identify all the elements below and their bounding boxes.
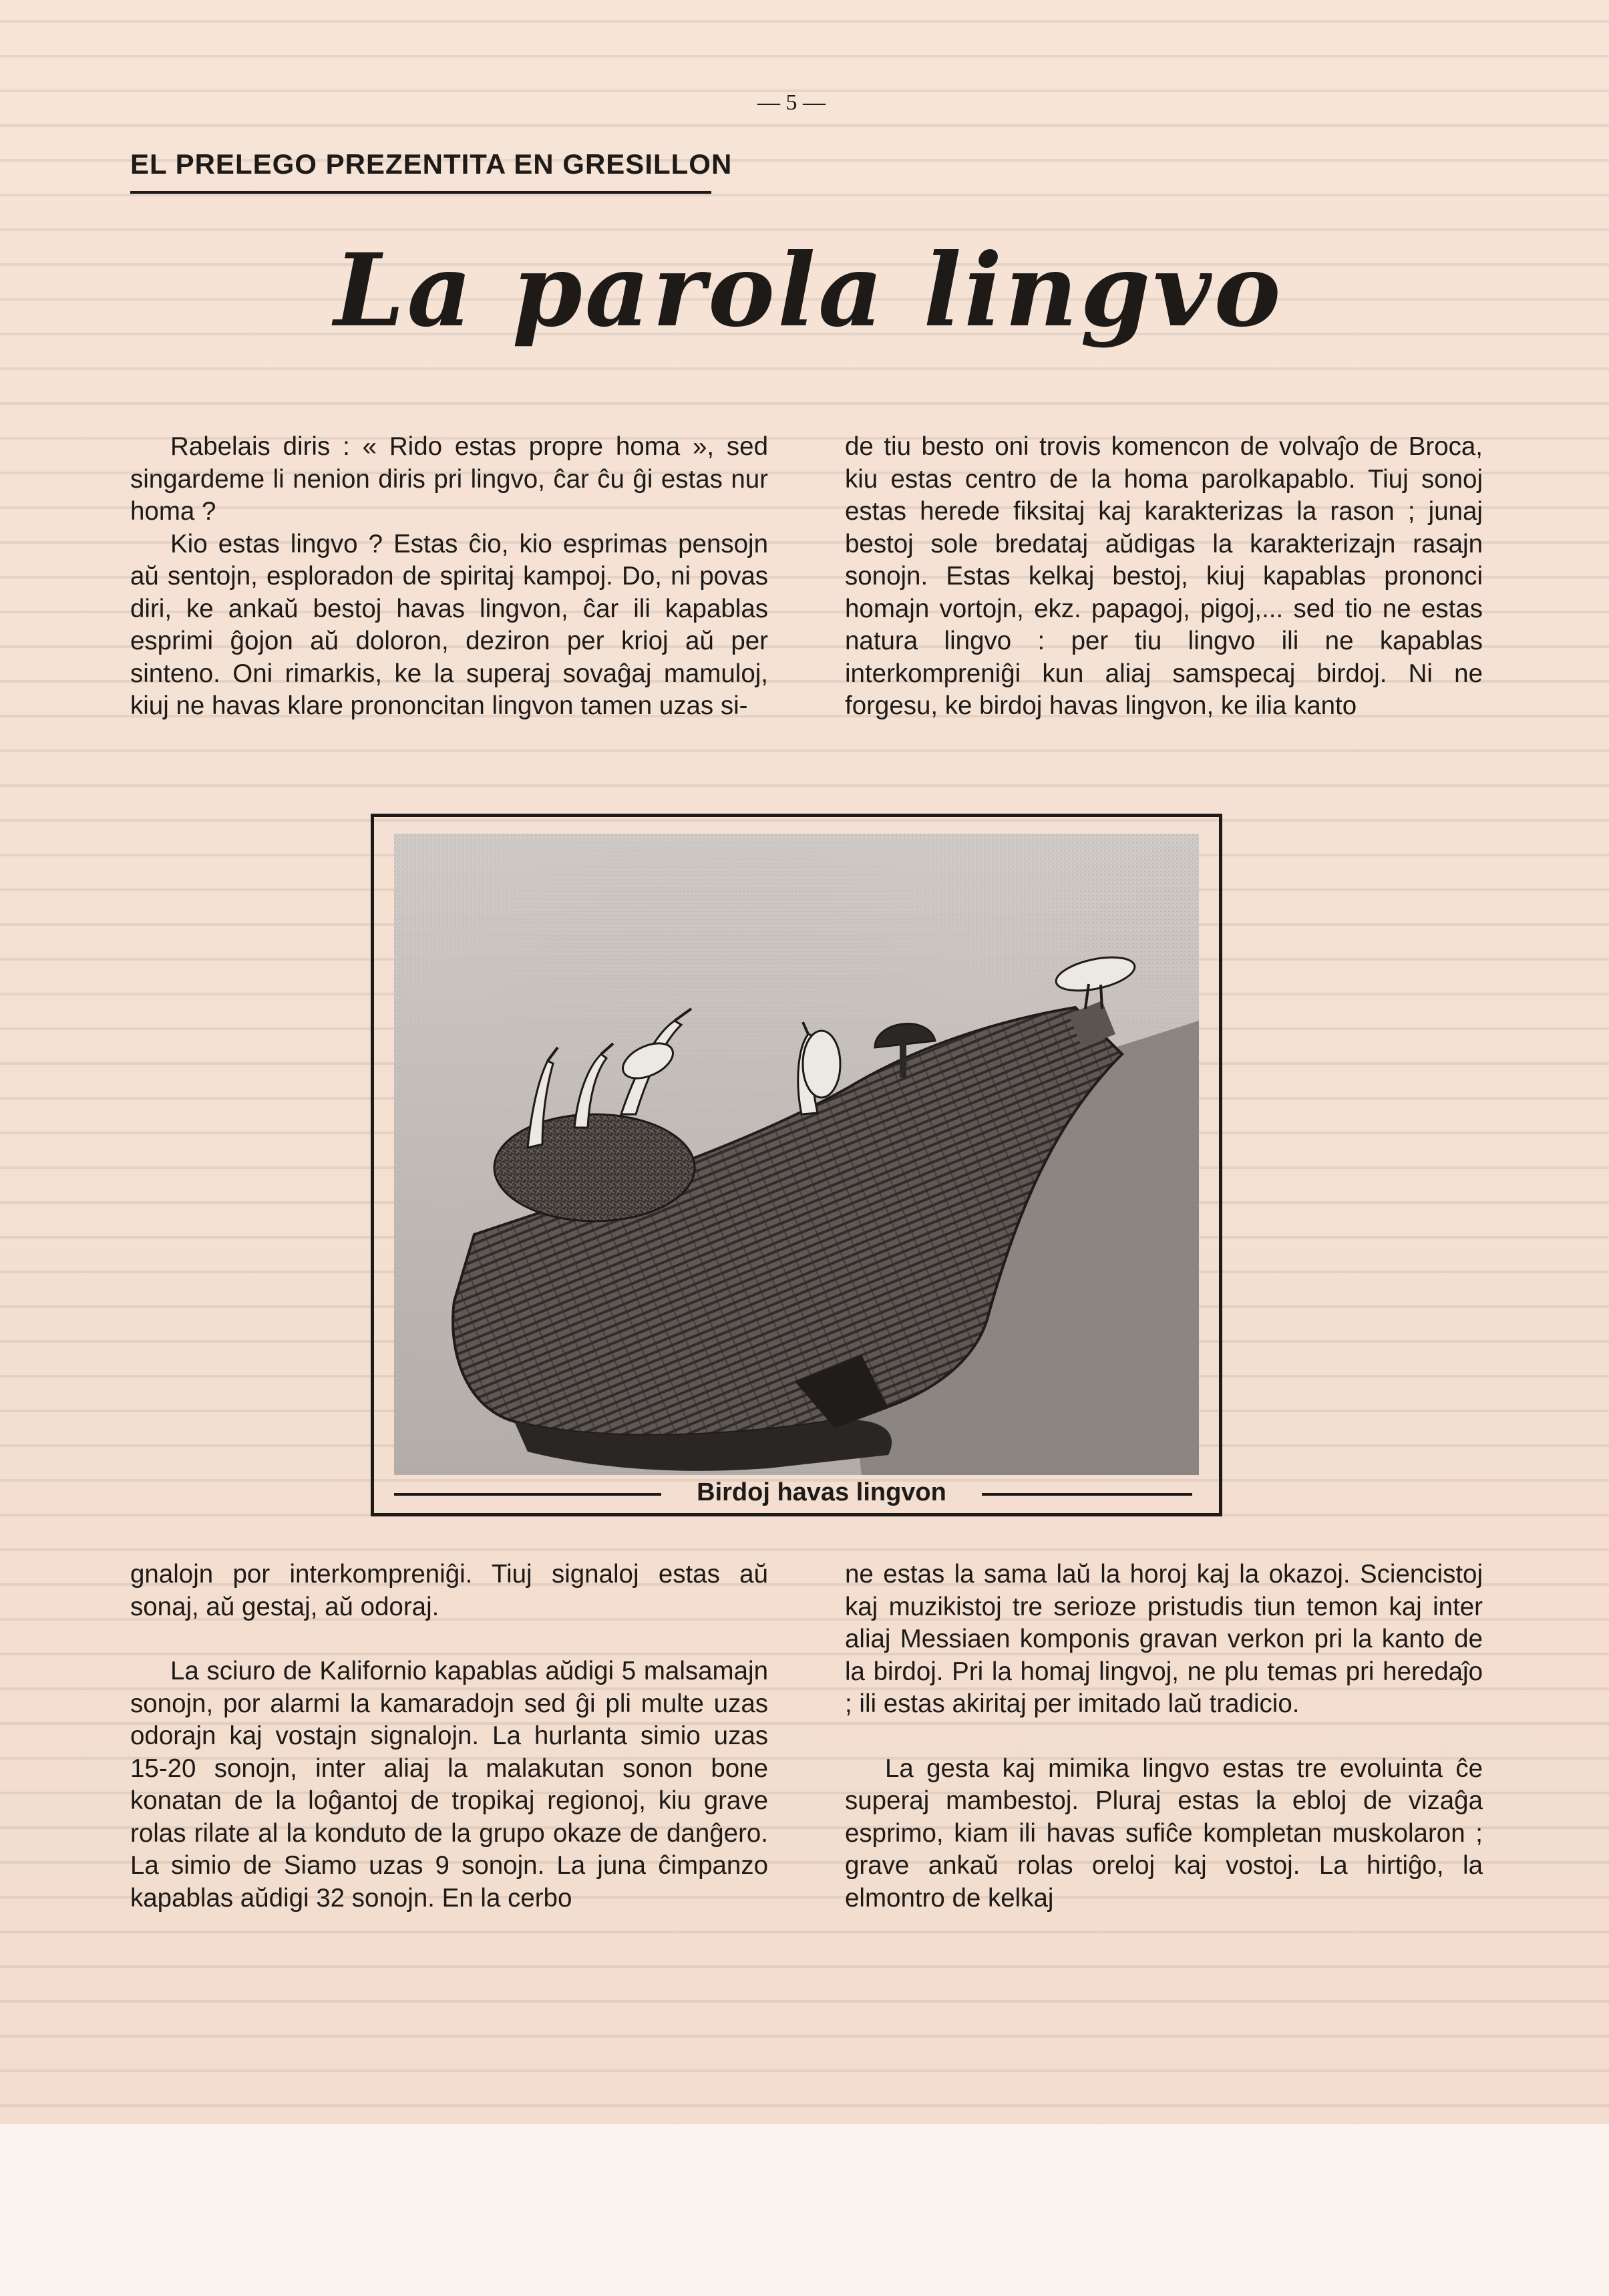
top-right-column <box>845 431 1483 723</box>
figure-frame <box>371 814 1222 1516</box>
top-left-column <box>130 431 768 723</box>
page-number: — 5 — <box>757 90 826 115</box>
paragraph: de tiu besto oni trovis komencon de volvaĵo de Broca, kiu estas centro de la homa parolkapablo. Tiuj sonoj estas herede fiksitaj kaj karakterizas la rason ; junaj bestoj sole bredataj aŭdigas la karakterizajn rasajn sonojn. Estas kelkaj bestoj, kiuj kapablas prononci homajn vortojn, ekz. papagoj, pigoj,... sed tio ne estas natura lingvo : per tiu lingvo ili ne kapablas interkompreniĝi kun aliaj samspecaj birdoj. Ni ne forgesu, ke birdoj havas lingvon, ke ilia kanto <box>845 432 1483 720</box>
article-headline: La parola lingvo <box>334 232 1284 349</box>
bottom-right-column <box>845 1559 1483 1915</box>
paragraph: Kio estas lingvo ? Estas ĉio, kio esprimas pensojn aŭ sentojn, esploradon de spiritaj kampoj. Do, ni povas diri, ke ankaŭ bestoj havas lingvon, ĉar ili kapablas esprimi ĝojon aŭ doloron, deziron per krioj aŭ per sinteno. Oni rimarkis, ke la superaj sovaĝaj mamuloj, kiuj ne havas klare prononcitan lingvon tamen uzas si- <box>130 529 768 720</box>
paragraph: La sciuro de Kalifornio kapablas aŭdigi 5 malsamajn sonojn, por alarmi la kamaradojn sed ĝi pli multe uzas odorajn kaj vostajn signalojn. La hurlanta simio uzas 15-20 sonojn, inter aliaj la malakutan sonon bone konatan de la loĝantoj de tropikaj regionoj, kiu grave rolas rilate al la konduto de la grupo okaze de danĝero. La simio de Siamo uzas 9 sonojn. La juna ĉimpanzo kapablas aŭdigi 32 sonojn. En la cerbo <box>130 1657 768 1913</box>
page-bottom-margin <box>0 2124 1609 2296</box>
paragraph: Rabelais diris : « Rido estas propre homa », sed singardeme li nenion diris pri lingvo, ĉar ĉu ĝi estas nur homa ? <box>130 432 768 526</box>
paragraph: gnalojn por interkompreniĝi. Tiuj signaloj estas aŭ sonaj, aŭ gestaj, aŭ odoraj. <box>130 1560 768 1621</box>
storks-on-roof-photo <box>394 834 1199 1475</box>
caption-rule-left <box>394 1493 661 1496</box>
paragraph: La gesta kaj mimika lingvo estas tre evoluinta ĉe superaj mambestoj. Pluraj estas la ebloj de vizaĝa esprimo, kiam ili havas sufiĉe kompletan muskolaron ; grave ankaŭ rolas oreloj kaj vostoj. La hirtiĝo, la elmontro de kelkaj <box>845 1754 1483 1913</box>
bottom-left-column <box>130 1559 768 1915</box>
figure-caption: Birdoj havas lingvon <box>697 1478 946 1506</box>
overline-rule <box>130 191 711 194</box>
caption-rule-right <box>982 1493 1192 1496</box>
article-overline: EL PRELEGO PREZENTITA EN GRESILLON <box>130 148 733 180</box>
paragraph: ne estas la sama laŭ la horoj kaj la okazoj. Sciencistoj kaj muzikistoj tre serioze pristudis tiun temon kaj inter aliaj Messiaen komponis gravan verkon pri la kanto de la birdoj. Pri la homaj lingvoj, ne plu temas pri heredaĵo ; ili estas akiritaj per imitado laŭ tradicio. <box>845 1560 1483 1718</box>
